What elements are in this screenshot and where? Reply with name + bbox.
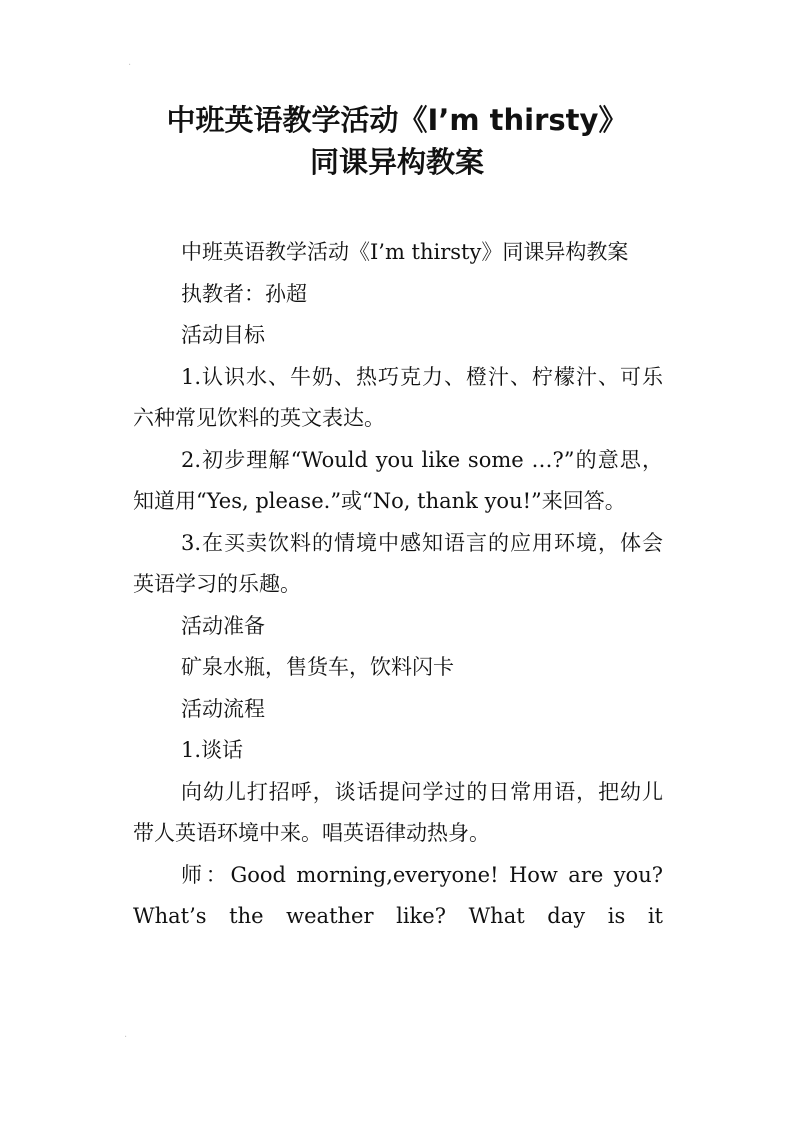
preparation-materials: 矿泉水瓶，售货车，饮料闪卡 [181, 655, 454, 679]
goal-item-1: 1.认识水、牛奶、热巧克力、橙汁、柠檬汁、可乐六种常见饮料的英文表达。 [133, 364, 663, 430]
corner-mark-top: · [128, 60, 132, 71]
section-heading-preparation: 活动准备 [181, 613, 265, 638]
teacher-dialogue: 师：Good morning,everyone! How are you? What’s the weather like? What day is it [133, 862, 663, 928]
process-step-1-description: 向幼儿打招呼，谈话提问学过的日常用语，把幼儿带人英语环境中来。唱英语律动热身。 [133, 779, 663, 845]
goal-item-2: 2.初步理解“Would you like some …?”的意思，知道用“Yes, please.”或“No, thank you!”来回答。 [133, 447, 663, 513]
goal-item-3: 3.在买卖饮料的情境中感知语言的应用环境，体会英语学习的乐趣。 [133, 530, 663, 596]
paragraph-heading-repeat: 中班英语教学活动《I’m thirsty》同课异构教案 [181, 240, 629, 264]
section-heading-process: 活动流程 [181, 696, 265, 721]
process-step-1-title: 1.谈话 [181, 738, 244, 762]
paragraph-teacher: 执教者：孙超 [181, 281, 307, 306]
document-title-line-1: 中班英语教学活动《I’m thirsty》 [166, 103, 628, 137]
document-body [133, 232, 663, 938]
corner-mark-bottom: · [124, 1032, 128, 1043]
document-title-line-2: 同课异构教案 [309, 145, 484, 179]
section-heading-goals: 活动目标 [181, 323, 265, 347]
